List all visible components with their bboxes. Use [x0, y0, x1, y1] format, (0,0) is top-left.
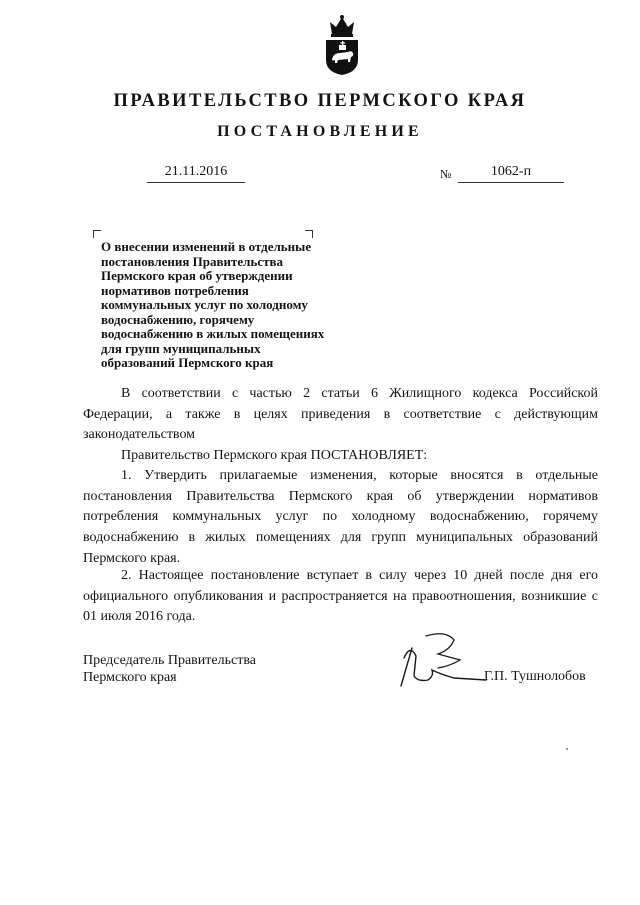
government-title: ПРАВИТЕЛЬСТВО ПЕРМСКОГО КРАЯ — [113, 91, 527, 111]
signatory-name: Г.П. Тушнолобов — [484, 669, 586, 684]
clause-2-paragraph: 2. Настоящее постановление вступает в силу через 10 дней после дня его официального опубликования и распространяется на правоотношения, возникшие с 01 июля 2016 года. — [83, 568, 598, 625]
perm-krai-coat-of-arms-icon — [324, 14, 360, 76]
preamble-paragraph: В соответствии с частью 2 статьи 6 Жилищного кодекса Российской Федерации, а также в целях приведения в соответствие с действующим законодательством — [83, 386, 598, 443]
signatory-position: Председатель Правительства Пермского края — [83, 653, 256, 685]
resolves-paragraph: Правительство Пермского края ПОСТАНОВЛЯЕТ: — [121, 448, 428, 463]
document-type: ПОСТАНОВЛЕНИЕ — [217, 123, 423, 140]
number-sign: № — [440, 167, 452, 181]
subject-corner-right — [305, 230, 313, 238]
document-date: 21.11.2016 — [147, 164, 245, 183]
clause-1-paragraph: 1. Утвердить прилагаемые изменения, которые вносятся в отдельные постановления Правительства Пермского края об утверждении нормативов потребления коммунальных услуг по холодному водоснабжению, горячему водоснабжению в жилых помещениях для групп муниципальных образований Пермского края. — [83, 468, 598, 566]
document-number: 1062-п — [458, 164, 564, 183]
document-subject: О внесении изменений в отдельные постановления Правительства Пермского края об утверждении нормативов потребления коммунальных услуг по холодному водоснабжению, горячему водоснабжению в жилых помещениях для групп муниципальных образований Пермского края — [101, 239, 325, 370]
scan-speck — [566, 748, 568, 750]
handwritten-signature — [398, 630, 488, 692]
subject-corner-left — [93, 230, 101, 238]
